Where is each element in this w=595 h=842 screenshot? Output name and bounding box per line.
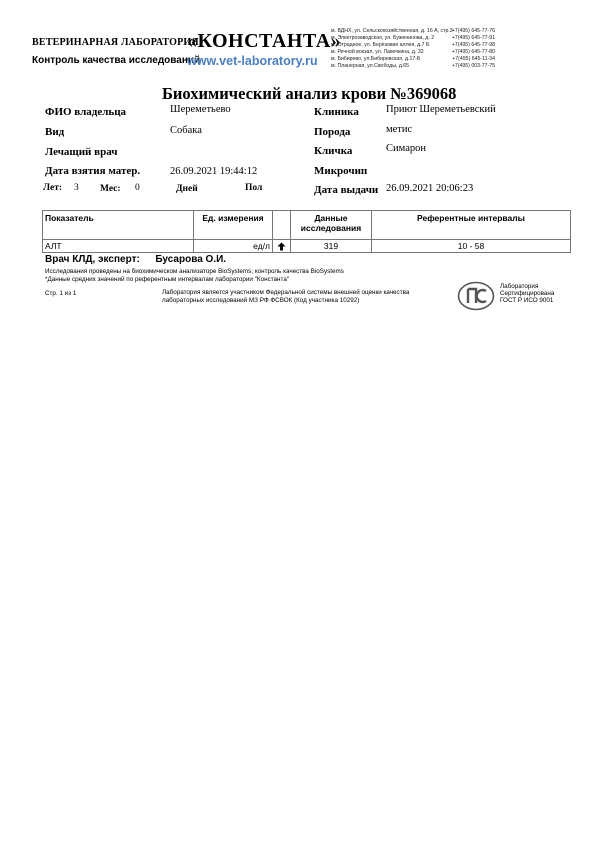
lab-website-link[interactable]: www.vet-laboratory.ru (187, 54, 318, 68)
certification-text (500, 283, 554, 305)
lab-subtitle: Контроль качества исследований (32, 55, 201, 66)
sex-label: Пол (245, 183, 263, 193)
species-value: Собака (170, 125, 202, 136)
up-arrow-icon (277, 242, 286, 251)
clinic-value: Приют Шереметьевский (386, 104, 496, 115)
phone-number: +7(495) 645-77-98 (451, 42, 495, 48)
address-line: м. Отрадное, ул. Берёзовая аллея, д.7 Б (331, 42, 430, 48)
results-table (42, 210, 571, 253)
cert-line-2: Сертифицирована (500, 290, 555, 298)
clinic-label: Клиника (314, 106, 359, 118)
phone-number: +7(495) 645-11-34 (452, 56, 495, 62)
owner-label: ФИО владельца (45, 106, 127, 118)
cert-line-1: Лаборатория (500, 283, 539, 290)
participation-line-1: Лаборатория является участником Федеральной системы внешней оценки качества (162, 289, 410, 296)
participation-line-2: лабораторных исследований МЗ РФ ФСВОК (Код участника 10292) (162, 297, 360, 304)
nickname-value: Симарон (386, 143, 426, 154)
lab-brand: «КОНСТАНТА» (187, 30, 342, 52)
vet-label: Лечащий врач (45, 146, 118, 158)
address-line: м. Электрозаводская, ул. Буженинова, д. 2 (331, 35, 435, 41)
reference-note: *Данные средних значений по референтным интервалам лаборатории "Константа" (45, 276, 290, 283)
issue-date-label: Дата выдачи (314, 184, 379, 196)
document-title: Биохимический анализ крови №369068 (162, 84, 457, 103)
lab-name: ВЕТЕРИНАРНАЯ ЛАБОРАТОРИЯ (32, 37, 199, 48)
phone-number: +7(495) 645-77-91 (451, 35, 495, 41)
address-line: м. Бибирево, ул.Бибиревская, д.17-Б (331, 56, 421, 62)
address-line: м. Речной вокзал, ул. Лавочкина, д. 32 (331, 49, 424, 55)
column-header-indicator: Показатель (43, 211, 194, 240)
months-value: 0 (135, 183, 140, 193)
sample-date-label: Дата взятия матер. (45, 165, 141, 177)
microchip-label: Микрочип (314, 165, 368, 177)
table-header-row (43, 211, 571, 240)
analyzer-note: Исследования проведены на биохимическом анализаторе BioSystems; контроль качества BioSystems (45, 268, 344, 275)
column-header-reference: Референтные интервалы (372, 211, 571, 240)
flag-cell (273, 240, 291, 253)
address-line: м. Планерная, ул.Свободы, д.65 (331, 63, 410, 69)
owner-value: Шереметьево (170, 104, 231, 115)
indicator-cell: АЛТ (43, 240, 194, 253)
nickname-label: Кличка (314, 145, 353, 157)
phone-number: +7(495) 645-77-80 (451, 49, 495, 55)
cert-line-3: ГОСТ Р ИСО 9001 (500, 297, 554, 305)
issue-date-value: 26.09.2021 20:06:23 (386, 183, 474, 194)
doctor-label: Врач КЛД, эксперт: (45, 254, 140, 265)
result-cell: 319 (291, 240, 372, 253)
years-value: 3 (74, 183, 79, 193)
reference-cell: 10 - 58 (372, 240, 571, 253)
unit-cell: ед/л (194, 240, 273, 253)
breed-value: метис (386, 124, 413, 135)
species-label: Вид (45, 126, 65, 138)
years-label: Лет: (43, 183, 63, 193)
doctor-signature-line (45, 254, 226, 265)
doctor-name: Бусарова О.И. (155, 254, 227, 265)
phone-number: +7(495) 645-77-76 (451, 28, 495, 34)
months-label: Мес: (100, 184, 121, 194)
column-header-flag (273, 211, 291, 240)
column-header-unit: Ед. измерения (194, 211, 273, 240)
days-label: Дней (176, 184, 198, 194)
page-number: Стр. 1 из 1 (45, 290, 77, 297)
breed-label: Порода (314, 126, 351, 138)
column-header-result: Данные исследования (291, 211, 372, 240)
phone-number: +7(495) 003-77-75 (451, 63, 495, 69)
certification-logo-icon (457, 281, 495, 311)
sample-date-value: 26.09.2021 19:44:12 (170, 166, 258, 177)
table-row (43, 240, 571, 253)
address-line: м. ВДНХ, ул. Сельскохозяйственная, д. 16 А, стр.3 (331, 28, 453, 34)
